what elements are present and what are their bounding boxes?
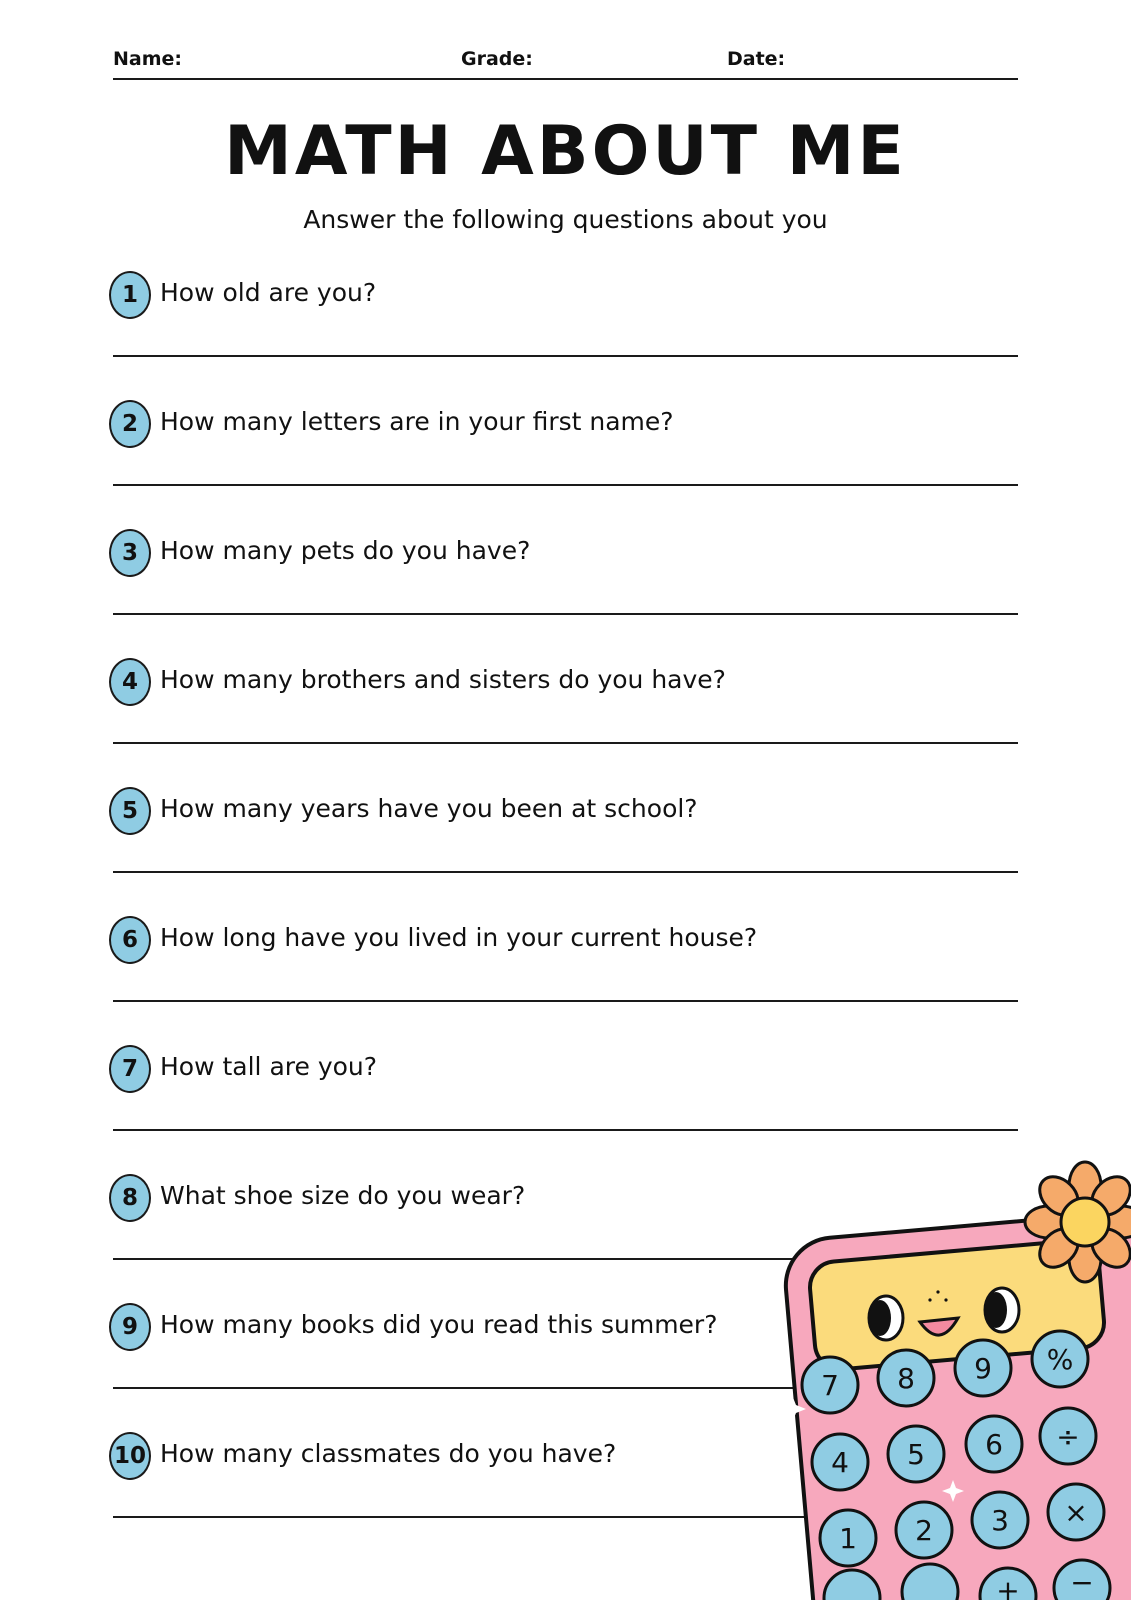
worksheet-header [0,44,1131,80]
answer-line[interactable] [113,1000,1018,1002]
svg-text:4: 4 [831,1446,849,1479]
calculator-key [1040,1408,1096,1464]
calculator-key [896,1502,952,1558]
question-item [0,1045,1131,1174]
question-number-badge: 7 [109,1045,151,1093]
svg-text:÷: ÷ [1056,1420,1080,1453]
answer-line[interactable] [113,871,1018,873]
question-item [0,658,1131,787]
question-text: What shoe size do you wear? [160,1181,526,1210]
question-item [0,916,1131,1045]
page-subtitle: Answer the following questions about you [303,205,828,234]
calculator-key [1048,1484,1104,1540]
calculator-key [966,1416,1022,1472]
header-rule [113,78,1018,80]
svg-text:1: 1 [839,1522,857,1555]
answer-line[interactable] [113,355,1018,357]
question-item [0,529,1131,658]
question-text: How tall are you? [160,1052,378,1081]
date-label: Date: [727,48,786,70]
calculator-icon [778,1162,1131,1600]
calculator-key [878,1350,934,1406]
question-number-badge: 4 [109,658,151,706]
calculator-key [888,1426,944,1482]
svg-text:+: + [996,1574,1020,1600]
answer-line[interactable] [113,484,1018,486]
answer-line[interactable] [113,613,1018,615]
question-text: How many letters are in your first name? [160,407,674,436]
question-text: How old are you? [160,278,377,307]
svg-text:7: 7 [821,1369,839,1402]
question-item [0,787,1131,916]
question-item [0,271,1131,400]
calculator-key [820,1510,876,1566]
svg-text:6: 6 [985,1428,1003,1461]
calculator-key [1032,1331,1088,1387]
question-text: How many books did you read this summer? [160,1310,718,1339]
answer-line[interactable] [113,1129,1018,1131]
name-label: Name: [113,48,183,70]
calculator-key [955,1340,1011,1396]
question-text: How many brothers and sisters do you have? [160,665,726,694]
question-number-badge: 5 [109,787,151,835]
question-item [0,400,1131,529]
question-number-badge: 1 [109,271,151,319]
calculator-mascot-illustration [770,1160,1131,1600]
svg-text:×: × [1064,1496,1088,1529]
question-text: How many classmates do you have? [160,1439,617,1468]
calculator-key [812,1434,868,1490]
calculator-key [1054,1560,1110,1600]
svg-text:%: % [1046,1343,1074,1376]
question-number-badge: 10 [109,1432,151,1480]
question-number-badge: 9 [109,1303,151,1351]
svg-text:−: − [1070,1566,1094,1599]
question-text: How many pets do you have? [160,536,531,565]
calculator-key [972,1492,1028,1548]
answer-line[interactable] [113,742,1018,744]
grade-label: Grade: [461,48,533,70]
svg-text:9: 9 [974,1352,992,1385]
question-number-badge: 2 [109,400,151,448]
svg-text:8: 8 [897,1362,915,1395]
svg-text:3: 3 [991,1504,1009,1537]
question-number-badge: 6 [109,916,151,964]
svg-text:5: 5 [907,1438,925,1471]
question-text: How many years have you been at school? [160,794,698,823]
question-number-badge: 3 [109,529,151,577]
page-title: MATH ABOUT ME [224,112,907,191]
svg-text:2: 2 [915,1514,933,1547]
question-number-badge: 8 [109,1174,151,1222]
calculator-key [802,1357,858,1413]
question-text: How long have you lived in your current house? [160,923,758,952]
